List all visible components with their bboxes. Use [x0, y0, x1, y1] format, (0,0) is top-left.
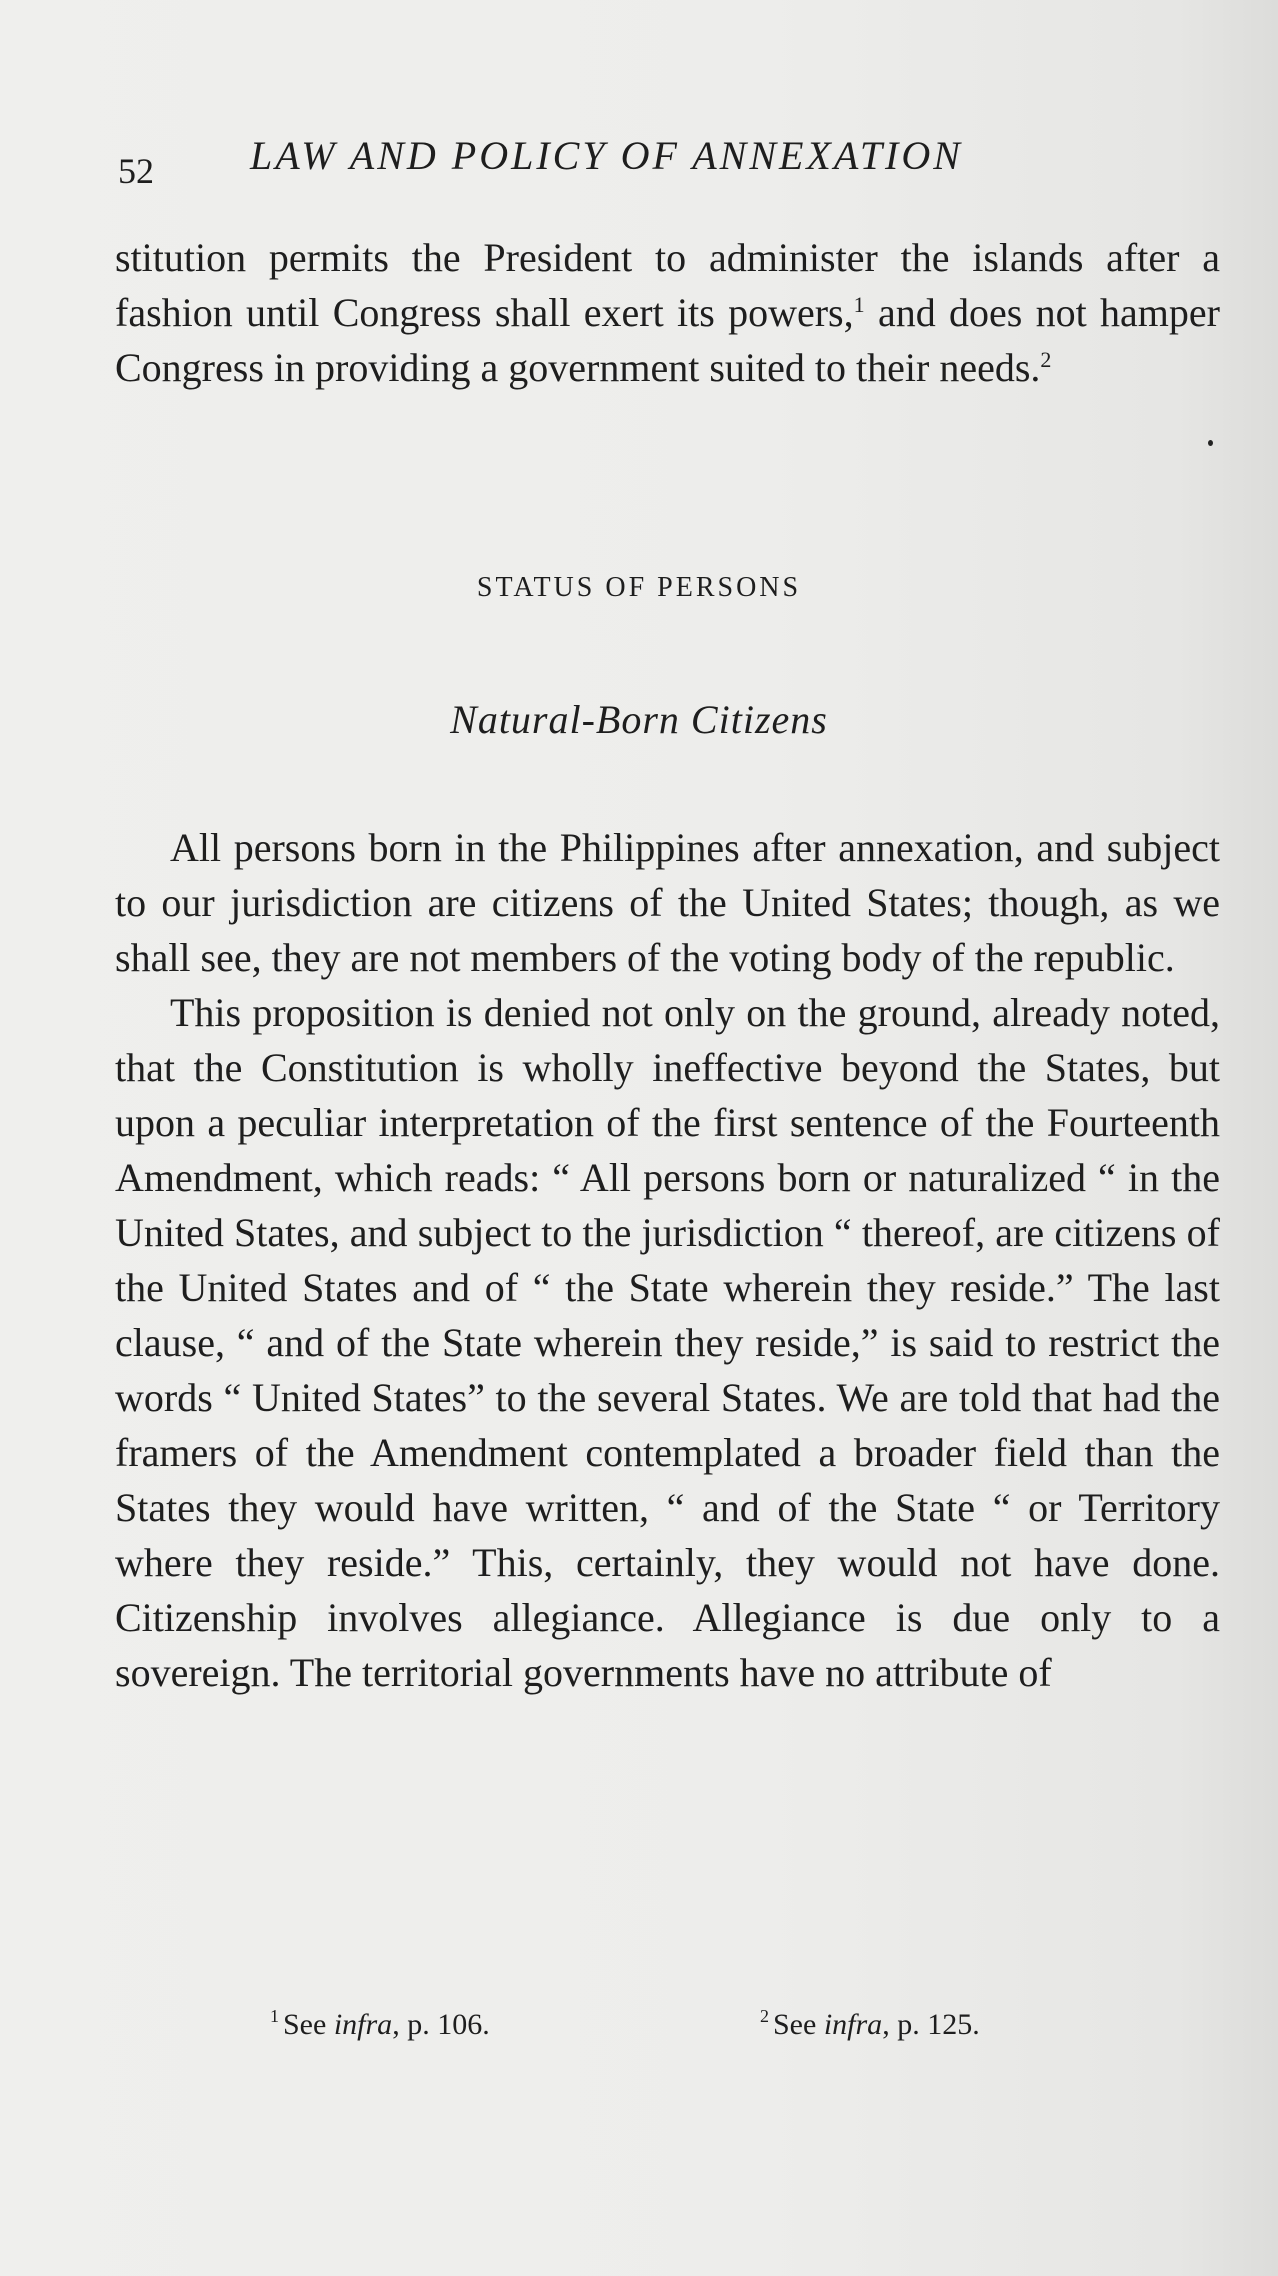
footnote-2: [760, 2006, 980, 2042]
footnote-1: [270, 2006, 490, 2042]
footnote-see: See: [773, 2008, 817, 2041]
footnote-infra: infra: [333, 2008, 393, 2041]
footnote-number: 2: [760, 2006, 769, 2026]
footnote-see: See: [283, 2008, 327, 2041]
paragraph-1: All persons born in the Philippines after annexation, and subject to our jurisdiction are citizens of the United States; though, as we shall see, they are not members of the voting body of the republic.: [115, 825, 1220, 980]
running-title: LAW AND POLICY OF ANNEXATION: [250, 133, 963, 178]
stray-ink-mark: [1208, 440, 1213, 446]
footnote-number: 1: [270, 2006, 279, 2026]
page-number: 52: [118, 151, 154, 191]
footnote-infra: infra: [823, 2008, 883, 2041]
main-text: [115, 820, 1220, 1700]
paragraph-2: This proposition is denied not only on the ground, already noted, that the Constitution is wholly ineffective beyond the States, but upon a peculiar interpretation of the first sentence of the Fourteenth Amendment, which reads: “ All persons born or naturalized “ in the United States, and subject to the jurisdiction “ thereof, are citizens of the United States and of “ the State wherein they reside.” The last clause, “ and of the State wherein they reside,” is said to restrict the words “ United States” to the several States. We are told that had the framers of the Amendment contemplated a broader field than the States they would have written, “ and of the State “ or Territory where they reside.” This, certainly, they would not have done. Citizenship involves allegiance. Allegiance is due only to a sovereign. The territorial governments have no attribute of: [115, 990, 1220, 1695]
footnote-page: , p. 106.: [392, 2008, 490, 2041]
footnote-marker-1: 1: [853, 292, 865, 317]
continuation-text-2: and does not hamper Congress in providing a government suited to their needs.: [115, 290, 1220, 390]
running-head: [112, 132, 1122, 192]
footnote-page: , p. 125.: [882, 2008, 980, 2041]
continuation-paragraph: [115, 230, 1220, 395]
continuation-text-1: stitution permits the President to administer the islands after a fashion until Congress shall exert its powers,: [115, 235, 1220, 335]
section-heading: STATUS OF PERSONS: [476, 572, 802, 603]
subheading: Natural-Born Citizens: [450, 697, 828, 742]
footnote-marker-2: 2: [1040, 347, 1052, 372]
